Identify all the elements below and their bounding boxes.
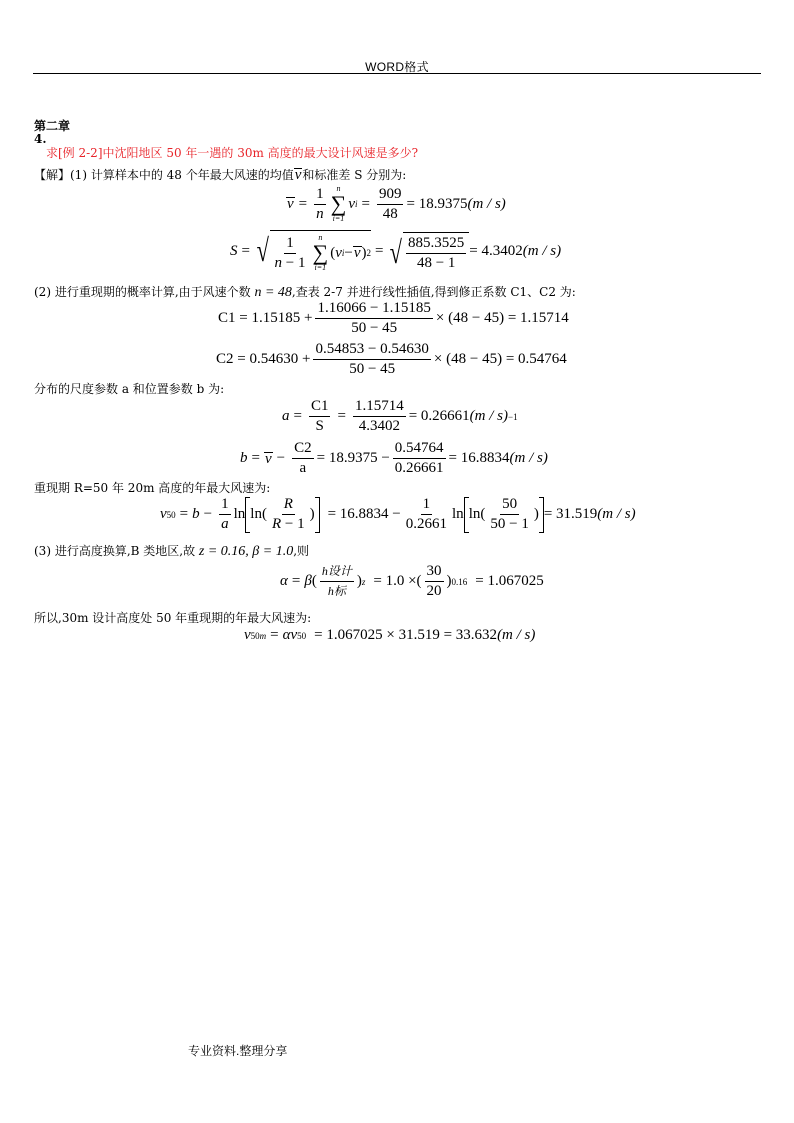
c1-equation (218, 300, 569, 337)
mean-symbol: ν (294, 167, 302, 183)
v50-unit: (m / s) (597, 506, 636, 522)
v50-frac3-num: 50 (500, 496, 519, 515)
c1-lhs: C1 = 1.15185 + (218, 310, 313, 326)
a-result: = 0.26661 (408, 408, 470, 424)
page-header: WORD格式 (365, 60, 429, 74)
a-equation: a = $\frac{C1}{S}$ = $\frac{1.15714}{4.3402}$ = 0.26661 (m / s) −1 (282, 398, 518, 434)
std-equation: S = √ $\frac{1}{n - 1}$ n ∑ i=1 ( ν i − ν ) 2 = √ $\frac{885.3525}{48 - 1}$ = 4.3402 (m / s) (230, 232, 562, 272)
final-text: = 1.067025 × 31.519 = 33.632 (314, 627, 498, 643)
conclusion-text: 所以,30m 设计高度处 50 年重现期的年最大风速为: (34, 611, 312, 625)
alpha-h-std: h标 (327, 584, 346, 598)
b-unit: (m / s) (509, 450, 548, 466)
a-frac1-den: S (315, 418, 324, 434)
a-unit: (m / s) (469, 408, 508, 424)
v50-result: = 31.519 (543, 506, 598, 522)
c2-rest: × (48 − 45) = 0.54764 (433, 351, 567, 367)
v50-frac2-den: 0.2661 (405, 516, 448, 532)
final-unit: (m / s) (497, 627, 536, 643)
page-footer: 专业资料.整理分享 (188, 1044, 288, 1058)
alpha-num: 30 (425, 563, 444, 582)
std-unit: (m / s) (522, 243, 562, 259)
v50-frac3-den: 50 − 1 (490, 516, 529, 532)
v50-mid: = 16.8834 − (327, 506, 401, 522)
a-exponent: −1 (508, 411, 518, 422)
step3-a: (3) 进行高度换算,B 类地区,故 (34, 544, 196, 558)
c2-numerator: 0.54853 − 0.54630 (313, 341, 430, 360)
c1-denominator: 50 − 45 (351, 320, 398, 336)
solution-intro-a: 【解】(1) 计算样本中的 48 个年最大风速的均值 (34, 168, 294, 182)
header-divider (33, 73, 761, 74)
chapter-title: 第二章 (34, 119, 71, 133)
c2-equation (216, 341, 567, 378)
mean-sum: 909 (377, 186, 404, 205)
alpha-equation: α = β ( $\frac{\text{h设计}}{\text{h标}}$ ) z = 1.0 × ( $\frac{30}{20}$ ) 0.16 = 1.067025 (280, 563, 544, 599)
std-denominator: 48 − 1 (416, 254, 456, 271)
problem-number: 4. (34, 132, 47, 146)
mean-unit: (m / s) (467, 195, 506, 212)
a-frac2-num: 1.15714 (353, 398, 406, 417)
step2-b: ,查表 2-7 并进行线性插值,得到修正系数 C1、C2 为: (291, 285, 576, 299)
params-text: 分布的尺度参数 a 和位置参数 b 为: (34, 382, 225, 396)
c2-denominator: 50 − 45 (349, 361, 396, 377)
c1-numerator: 1.16066 − 1.15185 (315, 300, 432, 319)
std-numerator: 885.3525 (406, 235, 466, 254)
b-frac1-den: a (299, 460, 307, 476)
alpha-result: = 1.067025 (475, 573, 544, 589)
step3-vals: z = 0.16, β = 1.0 (198, 544, 294, 559)
step3-b: ,则 (293, 544, 310, 558)
mean-count: 48 (382, 205, 398, 222)
b-frac2-den: 0.26661 (394, 460, 444, 476)
v50-frac2-num: 1 (421, 496, 433, 515)
a-frac2-den: 4.3402 (358, 418, 400, 434)
step2-n: n = 48 (254, 285, 292, 300)
step3-text (34, 544, 309, 559)
problem-question: 求[例 2-2]中沈阳地区 50 年一遇的 30m 高度的最大设计风速是多少? (46, 146, 419, 160)
solution-intro (34, 168, 406, 182)
std-result: = 4.3402 (469, 243, 523, 259)
v50-equation: ν 50 = b − $\frac{1}{a}$ ln ln( $\frac{R}{R - 1}$ ) = 16.8834 − $\frac{1}{0.2661}$ ln ln( $\frac{50}{50 - 1}$ ) = 31.519 (m / s) (160, 496, 636, 532)
b-val: = 18.9375 − (316, 450, 390, 466)
c2-lhs: C2 = 0.54630 + (216, 351, 311, 367)
b-result: = 16.8834 (448, 450, 510, 466)
c1-rest: × (48 − 45) = 1.15714 (435, 310, 569, 326)
final-equation: ν 50m = αν 50 = 1.067025 × 31.519 = 33.632 (m / s) (244, 627, 536, 643)
b-frac2-num: 0.54764 (393, 440, 446, 459)
period-text: 重现期 R=50 年 20m 高度的年最大风速为: (34, 481, 271, 495)
solution-intro-b: 和标准差 S 分别为: (302, 168, 407, 182)
mean-equation: ν = $\frac{1}{n}$ n ∑ i=1 ν i = $\frac{909}{48}$ = 18.9375 (m / s) (287, 184, 506, 223)
a-frac1-num: C1 (309, 398, 331, 417)
mean-result: = 18.9375 (406, 195, 468, 212)
step2-a: (2) 进行重现期的概率计算,由于风速个数 (34, 285, 251, 299)
alpha-exp: 0.16 (451, 576, 468, 587)
b-frac1-num: C2 (292, 440, 314, 459)
b-equation: b = ν − $\frac{C2}{a}$ = 18.9375 − $\frac{0.54764}{0.26661}$ = 16.8834 (m / s) (240, 440, 548, 476)
alpha-den: 20 (426, 583, 442, 599)
alpha-h-design: h设计 (321, 564, 352, 578)
step2-text (34, 285, 576, 300)
alpha-mid: = 1.0 × (373, 573, 417, 589)
